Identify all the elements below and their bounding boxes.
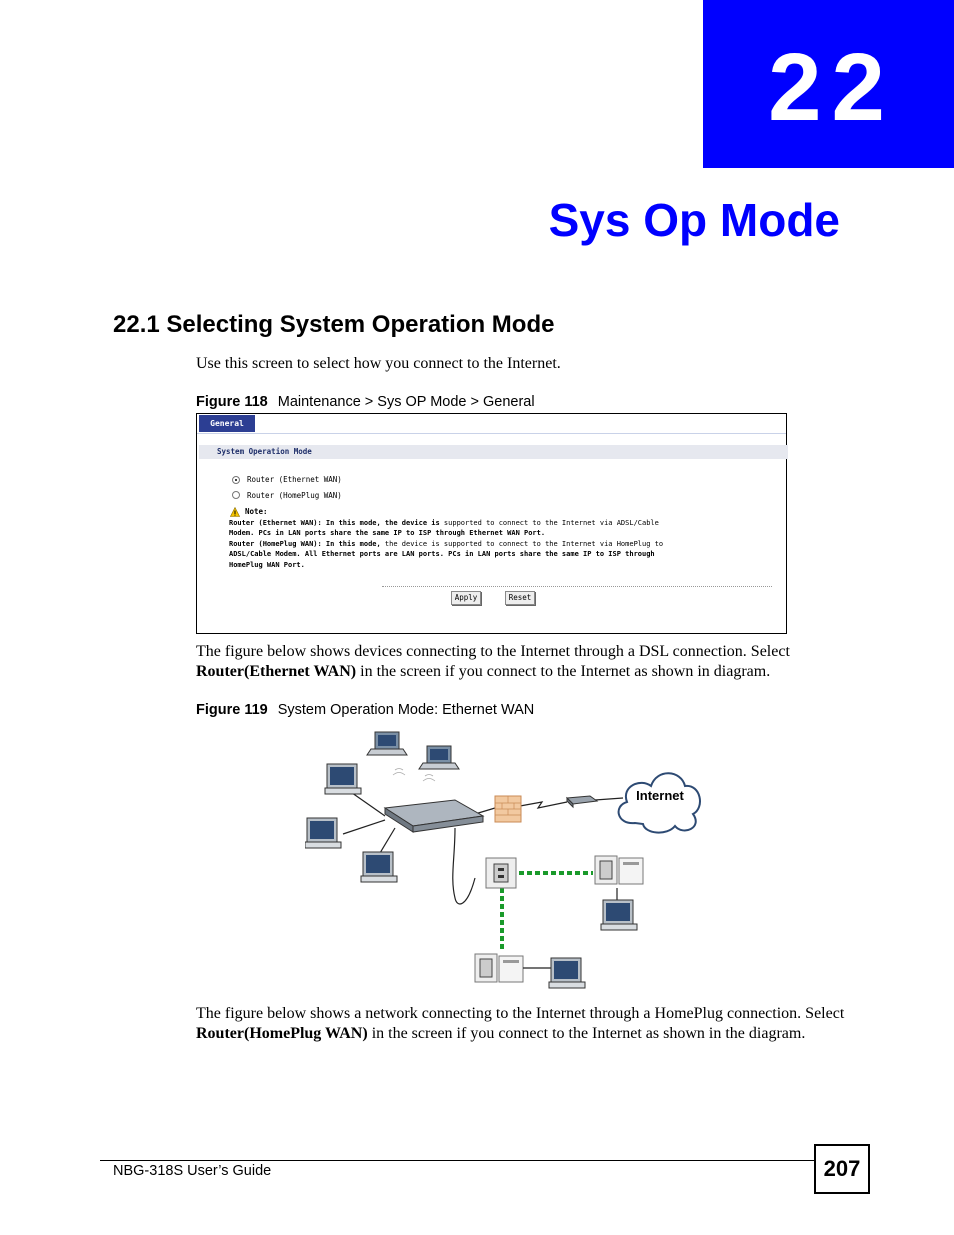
modem-icon (567, 796, 597, 807)
note-line: Router (HomePlug WAN): In this mode, the device is supported to connect to the Internet via HomePlug to (229, 539, 664, 548)
laptop-icon (419, 746, 459, 769)
note-line: Router (Ethernet WAN): In this mode, the device is supported to connect to the Internet via ADSL/Cable (229, 519, 659, 527)
paragraph-ethernet-wan: The figure below shows devices connecting to the Internet through a DSL connection. Select Router(Ethernet WAN) in the screen if you connect to the Internet as shown in diagram. (196, 643, 790, 680)
figure-118-caption (196, 393, 535, 411)
note-line: Modem. PCs in LAN ports share the same IP to ISP through Ethernet WAN Port. (229, 529, 546, 538)
figure-118-label: Figure 118 (196, 394, 268, 410)
radio-router-homeplug-wan[interactable] (232, 491, 240, 499)
figure-119-caption (196, 701, 534, 719)
radio-router-ethernet-wan[interactable] (232, 476, 240, 484)
firewall-icon (495, 796, 521, 822)
figure-118-text: Maintenance > Sys OP Mode > General (277, 394, 535, 410)
note-line: ADSL/Cable Modem. All Ethernet ports are LAN ports. PCs in LAN ports share the same IP to ISP through (229, 550, 655, 559)
desktop-pc-icon (325, 764, 361, 794)
radio-label-homeplug-wan: Router (HomePlug WAN) (247, 491, 342, 500)
network-diagram (305, 728, 701, 990)
figure-119-label: Figure 119 (196, 702, 268, 718)
tab-general[interactable]: General (199, 415, 255, 432)
paragraph-homeplug-wan: The figure below shows a network connecting to the Internet through a HomePlug connection. Select Router(HomePlug WAN) in the screen if you connect to the Internet as shown in the diagram. (196, 1005, 845, 1042)
laptop-icon (367, 732, 407, 755)
radio-label-ethernet-wan: Router (Ethernet WAN) (247, 475, 342, 484)
chapter-number: 22 (768, 34, 895, 141)
figure-119-text: System Operation Mode: Ethernet WAN (277, 702, 535, 718)
sys-op-mode-screenshot (196, 413, 787, 634)
footer-guide-title: NBG-318S User’s Guide (113, 1163, 272, 1179)
power-outlet-icon (475, 954, 523, 982)
footer-divider (100, 1160, 816, 1161)
intro-paragraph: Use this screen to select how you connect to the Internet. (196, 355, 561, 372)
desktop-pc-icon (549, 958, 585, 988)
router-icon (385, 800, 483, 832)
note-line: HomePlug WAN Port. (229, 560, 305, 569)
reset-button[interactable]: Reset (505, 591, 535, 605)
section-title: System Operation Mode (217, 447, 312, 456)
warning-icon (230, 507, 240, 517)
apply-button[interactable]: Apply (451, 591, 481, 605)
tab-bar (197, 414, 786, 434)
router-homeplug-wan-term: Router(HomePlug WAN) (196, 1025, 368, 1042)
desktop-pc-icon (361, 852, 397, 882)
desktop-pc-icon (601, 900, 637, 930)
chapter-title: Sys Op Mode (548, 194, 840, 246)
internet-label: Internet (636, 788, 684, 803)
note-label: Note: (245, 507, 268, 516)
page-number: 207 (814, 1144, 870, 1194)
chapter-number-box (703, 0, 954, 168)
divider (382, 586, 772, 587)
power-outlet-icon (486, 858, 516, 888)
desktop-pc-icon (305, 818, 341, 848)
section-title-bar (199, 445, 788, 459)
power-outlet-icon (595, 856, 643, 884)
section-heading: 22.1 Selecting System Operation Mode (113, 311, 555, 338)
router-ethernet-wan-term: Router(Ethernet WAN) (196, 663, 357, 680)
note-text (229, 518, 769, 570)
